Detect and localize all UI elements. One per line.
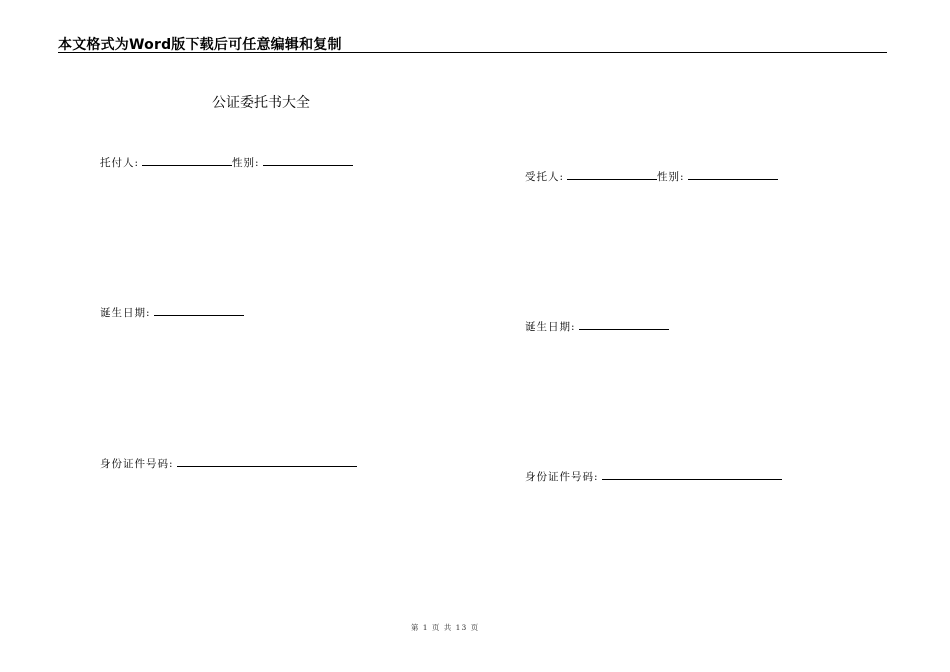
principal-name-label: 托付人: [100, 157, 140, 169]
principal-gender-label: 性别: [232, 157, 260, 169]
agent-name-blank[interactable] [567, 168, 657, 180]
principal-name-blank[interactable] [142, 154, 232, 166]
agent-id-blank[interactable] [602, 468, 782, 480]
agent-birth-label: 诞生日期: [525, 321, 576, 333]
principal-id-blank[interactable] [177, 455, 357, 467]
principal-birth-blank[interactable] [154, 304, 244, 316]
page-number: 第 1 页 共 13 页 [410, 623, 480, 632]
agent-gender-label: 性别: [657, 171, 685, 183]
principal-id-label: 身份证件号码: [100, 458, 174, 470]
agent-gender-blank[interactable] [688, 168, 778, 180]
agent-birth-row [525, 318, 669, 334]
principal-id-row [100, 455, 357, 471]
principal-birth-row [100, 304, 244, 320]
agent-name-row [525, 168, 778, 184]
document-title: 公证委托书大全 [212, 95, 310, 111]
agent-id-label: 身份证件号码: [525, 471, 599, 483]
agent-birth-blank[interactable] [579, 318, 669, 330]
header-divider [58, 52, 887, 53]
agent-name-label: 受托人: [525, 171, 565, 183]
principal-name-row [100, 154, 353, 170]
principal-gender-blank[interactable] [263, 154, 353, 166]
principal-birth-label: 诞生日期: [100, 307, 151, 319]
page-header-text: 本文格式为Word版下载后可任意编辑和复制 [58, 37, 342, 53]
agent-id-row [525, 468, 782, 484]
